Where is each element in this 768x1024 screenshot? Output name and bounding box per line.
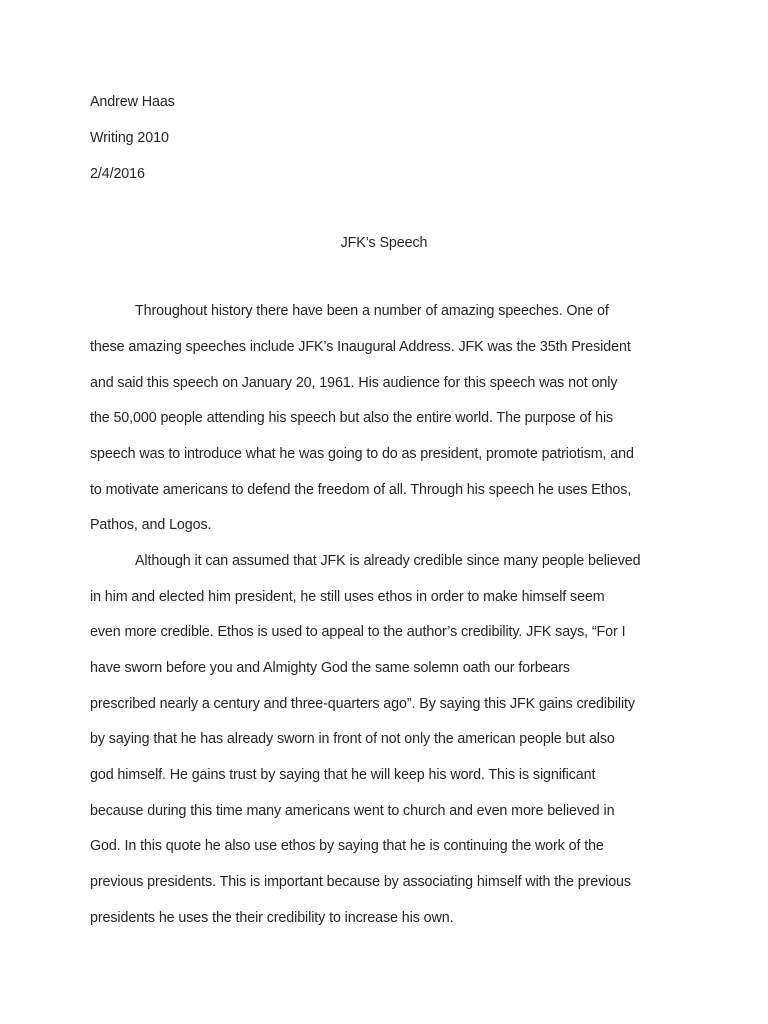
paragraph-line: presidents he uses the their credibility to increase his own. — [90, 910, 454, 926]
paragraph-line: Although it can assumed that JFK is already credible since many people believed — [135, 553, 641, 569]
document-date: 2/4/2016 — [90, 166, 145, 182]
paragraph-line: and said this speech on January 20, 1961. His audience for this speech was not only — [90, 375, 618, 391]
document-title: JFK’s Speech — [340, 235, 428, 251]
paragraph-line: have sworn before you and Almighty God the same solemn oath our forbears — [90, 660, 570, 676]
course-name: Writing 2010 — [90, 130, 169, 146]
paragraph-line: because during this time many americans went to church and even more believed in — [90, 803, 615, 819]
paragraph-line: in him and elected him president, he still uses ethos in order to make himself seem — [90, 589, 605, 605]
paragraph-line: the 50,000 people attending his speech but also the entire world. The purpose of his — [90, 410, 614, 426]
paragraph-line: by saying that he has already sworn in front of not only the american people but also — [90, 731, 615, 747]
paragraph-line: Pathos, and Logos. — [90, 517, 212, 533]
paragraph-line: even more credible. Ethos is used to appeal to the author’s credibility. JFK says, “For I — [90, 624, 626, 640]
paragraph-line: God. In this quote he also use ethos by saying that he is continuing the work of the — [90, 838, 604, 854]
paragraph-line: to motivate americans to defend the freedom of all. Through his speech he uses Ethos, — [90, 482, 632, 498]
paragraph-line: Throughout history there have been a number of amazing speeches. One of — [135, 303, 609, 319]
paragraph-line: god himself. He gains trust by saying that he will keep his word. This is significant — [90, 767, 596, 783]
paragraph-line: previous presidents. This is important because by associating himself with the previous — [90, 874, 631, 890]
paragraph-line: speech was to introduce what he was going to do as president, promote patriotism, and — [90, 446, 634, 462]
paragraph-line: these amazing speeches include JFK’s Inaugural Address. JFK was the 35th President — [90, 339, 631, 355]
author-name: Andrew Haas — [90, 94, 175, 110]
paragraph-line: prescribed nearly a century and three-quarters ago”. By saying this JFK gains credibility — [90, 696, 635, 712]
